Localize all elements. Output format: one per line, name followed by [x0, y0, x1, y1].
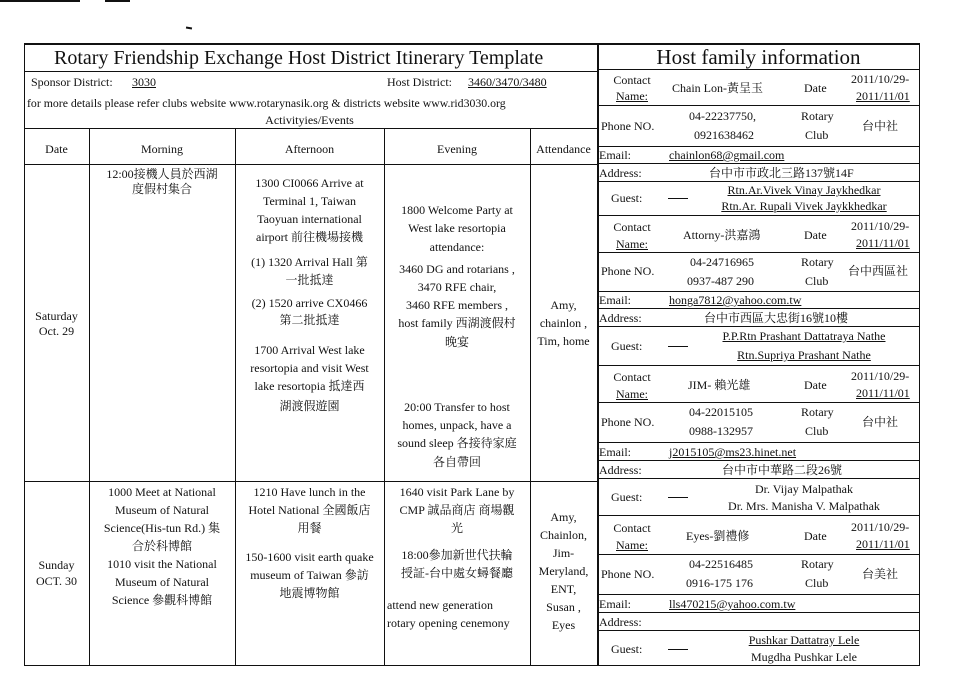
day-date: Saturday — [35, 309, 78, 323]
evening-line: 晚宴 — [444, 335, 469, 349]
attendance-line: ENT, — [550, 582, 577, 596]
phone-number: 0937-487 290 — [687, 274, 754, 288]
address-value: 台中市中華路二段26號 — [722, 463, 843, 477]
evening-line: rotary opening cenemony — [387, 616, 510, 630]
email-label: Email: — [599, 445, 631, 459]
evening-line: 各自帶回 — [432, 455, 481, 469]
evening-line: sound sleep 各接待家庭 — [397, 436, 517, 450]
morning-line: 合於科博館 — [131, 539, 192, 553]
morning-line: Science(His-tun Rd.) 集 — [103, 521, 221, 535]
email-label: Email: — [599, 597, 631, 611]
host-district-value: 3460/3470/3480 — [468, 75, 547, 89]
evening-line: attend new generation — [387, 598, 493, 612]
sponsor-district-label: Sponsor District: — [31, 75, 113, 89]
morning-line: 12:00接機人員於西湖 — [106, 167, 218, 181]
date-label: Date — [804, 529, 827, 543]
stay-dates: 2011/11/01 — [856, 236, 910, 250]
morning-line: 度假村集合 — [131, 182, 192, 196]
afternoon-line: Taoyuan international — [257, 212, 362, 226]
phone-number: 04-22015105 — [689, 405, 753, 419]
contact-label: Contact — [613, 370, 651, 384]
details-note: for more details please refer clubs website www.rotarynasik.org & districts website www.rid3030.org — [27, 96, 506, 110]
morning-line: 1000 Meet at National — [108, 485, 216, 499]
attendance-line: Susan , — [546, 600, 581, 614]
rotary-club: 台中西區社 — [848, 264, 909, 278]
contact-label: Contact — [613, 521, 651, 535]
phone-number: 0916-175 176 — [686, 576, 753, 590]
afternoon-line: 1700 Arrival West lake — [254, 343, 365, 357]
sponsor-district-value: 3030 — [132, 75, 156, 89]
afternoon-line: 一批抵達 — [285, 273, 334, 287]
contact-label: Contact — [613, 73, 651, 87]
afternoon-line: Terminal 1, Taiwan — [262, 194, 357, 208]
evening-line: host family 西湖渡假村 — [398, 316, 516, 330]
morning-line: Museum of Natural — [115, 503, 209, 517]
evening-line: 20:00 Transfer to host — [404, 400, 510, 414]
email-link[interactable]: chainlon68@gmail.com — [669, 148, 785, 162]
club-label: Club — [805, 424, 829, 438]
col-header-date: Date — [45, 142, 68, 156]
attendance-line: Chainlon, — [540, 528, 587, 542]
attendance-line: Amy, — [550, 298, 577, 312]
afternoon-line: 1210 Have lunch in the — [253, 485, 366, 499]
club-label: Club — [805, 274, 829, 288]
club-label: Club — [805, 576, 829, 590]
evening-line: 光 — [450, 521, 463, 535]
col-header-attendance: Attendance — [536, 142, 591, 156]
afternoon-line: Hotel National 全國飯店 — [248, 503, 371, 517]
phone-number: 04-22516485 — [689, 557, 753, 571]
attendance-line: Amy, — [550, 510, 577, 524]
attendance-line: Tim, home — [537, 334, 590, 348]
email-link[interactable]: lls470215@yahoo.com.tw — [669, 597, 796, 611]
evening-line: 1800 Welcome Party at — [401, 203, 513, 217]
morning-line: 1010 visit the National — [107, 557, 217, 571]
afternoon-line: lake resortopia 抵達西 — [254, 379, 365, 393]
evening-line: CMP 誠品商店 商場觀 — [399, 503, 515, 517]
evening-line: 3470 RFE chair, — [417, 280, 497, 294]
guest-label: Guest: — [611, 490, 643, 504]
phone-number: 04-24716965 — [690, 255, 754, 269]
afternoon-line: 地震博物館 — [279, 586, 340, 600]
name-label: Name: — [616, 89, 648, 103]
itinerary-title: Rotary Friendship Exchange Host District Itinerary Template — [54, 47, 544, 69]
phone-number: 0921638462 — [694, 128, 754, 142]
contact-name: Eyes-劉禮修 — [686, 529, 750, 543]
afternoon-line: 1300 CI0066 Arrive at — [255, 176, 364, 190]
col-header-afternoon: Afternoon — [284, 142, 335, 156]
rotary-club: 台中社 — [862, 415, 899, 429]
morning-line: Science 參觀科博館 — [111, 593, 213, 607]
guest-name: Rtn.Supriya Prashant Nathe — [737, 348, 871, 362]
rotary-label: Rotary — [801, 109, 834, 123]
phone-label: Phone NO. — [601, 567, 655, 581]
phone-number: 04-22237750, — [689, 109, 756, 123]
attendance-line: chainlon , — [539, 316, 588, 330]
guest-name: Pushkar Dattatray Lele — [748, 633, 860, 647]
afternoon-line: 150-1600 visit earth quake — [245, 550, 374, 564]
address-label: Address: — [599, 311, 642, 325]
stay-dates: 2011/10/29- — [851, 219, 910, 233]
rotary-label: Rotary — [801, 557, 834, 571]
rotary-label: Rotary — [801, 255, 834, 269]
col-header-morning: Morning — [141, 142, 183, 156]
contact-name: Attorny-洪嘉鴻 — [683, 228, 761, 242]
name-label: Name: — [616, 387, 648, 401]
afternoon-line: 湖渡假遊園 — [279, 399, 340, 413]
morning-line: Museum of Natural — [115, 575, 209, 589]
phone-label: Phone NO. — [601, 264, 655, 278]
guest-name: Rtn.Ar. Rupali Vivek Jaykkhedkar — [721, 199, 887, 213]
afternoon-line: museum of Taiwan 參訪 — [250, 568, 369, 582]
evening-line: 授証-台中處女蟳餐廳 — [401, 566, 513, 580]
evening-line: homes, unpack, have a — [402, 418, 512, 432]
name-label: Name: — [616, 237, 648, 251]
guest-name: Dr. Vijay Malpathak — [754, 482, 854, 496]
stay-dates: 2011/10/29- — [851, 72, 910, 86]
email-label: Email: — [599, 148, 631, 162]
phone-label: Phone NO. — [601, 119, 655, 133]
guest-label: Guest: — [611, 642, 643, 656]
email-label: Email: — [599, 293, 631, 307]
afternoon-line: resortopia and visit West — [250, 361, 369, 375]
stay-dates: 2011/11/01 — [856, 386, 910, 400]
evening-line: attendance: — [429, 240, 485, 254]
guest-name: Mugdha Pushkar Lele — [751, 650, 857, 664]
date-label: Date — [804, 81, 827, 95]
attendance-line: Eyes — [551, 618, 576, 632]
evening-line: 1640 visit Park Lane by — [399, 485, 515, 499]
phone-number: 0988-132957 — [689, 424, 753, 438]
host-family-title: Host family information — [656, 45, 861, 69]
contact-name: JIM- 賴光雄 — [688, 378, 751, 392]
guest-label: Guest: — [611, 339, 643, 353]
afternoon-line: (2) 1520 arrive CX0466 — [251, 296, 368, 310]
stay-dates: 2011/10/29- — [851, 369, 910, 383]
email-link[interactable]: j2015105@ms23.hinet.net — [669, 445, 797, 459]
scan-mark — [186, 26, 192, 29]
col-header-evening: Evening — [437, 142, 477, 156]
rotary-club: 台美社 — [862, 567, 899, 581]
stay-dates: 2011/10/29- — [851, 520, 910, 534]
attendance-line: Meryland, — [538, 564, 589, 578]
guest-name: Rtn.Ar.Vivek Vinay Jaykhedkar — [727, 183, 881, 197]
day-date: Sunday — [38, 558, 75, 572]
address-label: Address: — [599, 166, 642, 180]
attendance-line: Jim- — [552, 546, 575, 560]
evening-line: 3460 DG and rotarians , — [399, 262, 515, 276]
afternoon-line: 用餐 — [297, 521, 322, 535]
date-label: Date — [804, 378, 827, 392]
stay-dates: 2011/11/01 — [856, 89, 910, 103]
evening-line: West lake resortopia — [408, 221, 506, 235]
guest-name: Dr. Mrs. Manisha V. Malpathak — [728, 499, 880, 513]
rotary-label: Rotary — [801, 405, 834, 419]
stay-dates: 2011/11/01 — [856, 537, 910, 551]
scan-mark — [105, 0, 130, 2]
activities-header: Activityies/Events — [265, 113, 354, 127]
afternoon-line: (1) 1320 Arrival Hall 第 — [251, 255, 368, 269]
host-district-label: Host District: — [387, 75, 452, 89]
contact-label: Contact — [613, 220, 651, 234]
guest-name: P.P.Rtn Prashant Dattatraya Nathe — [722, 329, 886, 343]
address-label: Address: — [599, 463, 642, 477]
afternoon-line: airport 前往機場接機 — [256, 230, 363, 244]
afternoon-line: 第二批抵達 — [279, 313, 340, 327]
contact-name: Chain Lon-黃呈玉 — [672, 81, 763, 95]
day-date: OCT. 30 — [35, 574, 78, 588]
scan-mark — [0, 0, 80, 2]
club-label: Club — [805, 128, 829, 142]
phone-label: Phone NO. — [601, 415, 655, 429]
evening-line: 18:00參加新世代扶輪 — [401, 548, 513, 562]
day-date: Oct. 29 — [38, 324, 75, 338]
address-value: 台中市市政北三路137號14F — [709, 166, 854, 180]
address-label: Address: — [599, 615, 642, 629]
email-link[interactable]: honga7812@yahoo.com.tw — [669, 293, 802, 307]
guest-label: Guest: — [611, 191, 643, 205]
address-value: 台中市西區大忠街16號10樓 — [704, 311, 849, 325]
rotary-club: 台中社 — [862, 119, 899, 133]
evening-line: 3460 RFE members , — [406, 298, 508, 312]
name-label: Name: — [616, 538, 648, 552]
date-label: Date — [804, 228, 827, 242]
